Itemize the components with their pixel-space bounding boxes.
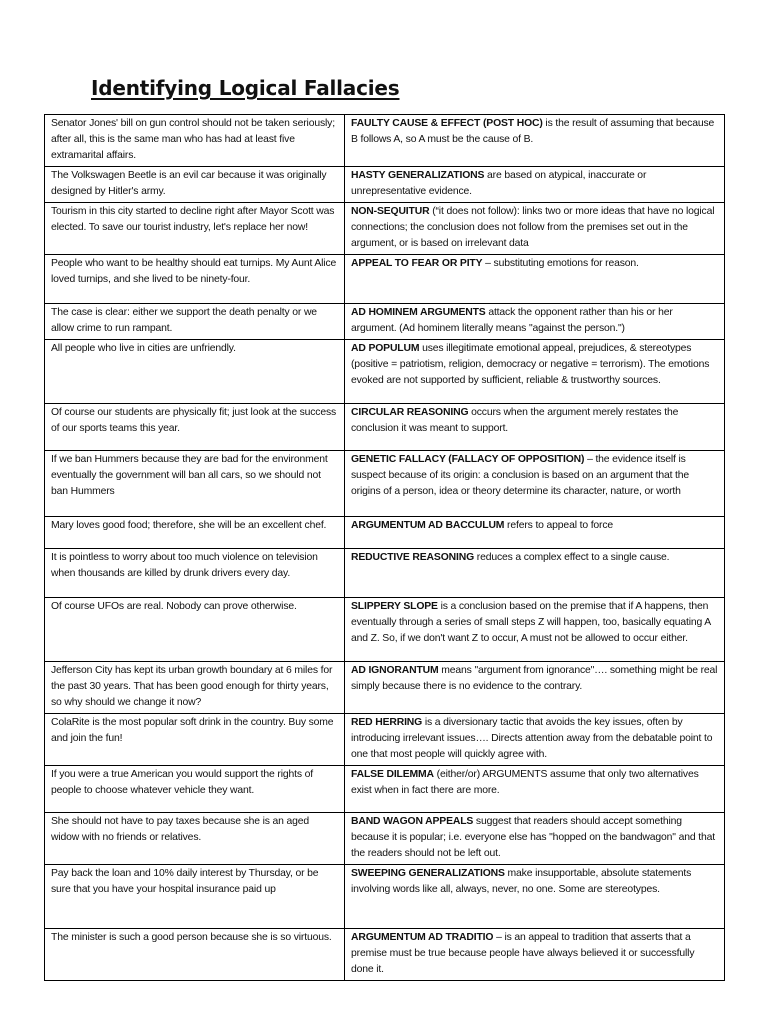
definition-cell bbox=[345, 929, 725, 981]
definition-cell bbox=[345, 598, 725, 662]
fallacy-term: GENETIC FALLACY (FALLACY OF OPPOSITION) bbox=[351, 454, 585, 465]
example-cell: If you were a true American you would support the rights of people to choose whatever vehicle they want. bbox=[45, 766, 345, 813]
fallacy-term: APPEAL TO FEAR OR PITY bbox=[351, 258, 483, 269]
fallacy-description: refers to appeal to force bbox=[504, 520, 614, 531]
fallacy-description: – the evidence itself is suspect because of its origin: a conclusion is based on an argument that the origins of a person, idea or theory determine its character, nature, or worth bbox=[351, 454, 690, 497]
table-row bbox=[45, 167, 725, 203]
table-row bbox=[45, 404, 725, 451]
example-cell: People who want to be healthy should eat turnips. My Aunt Alice loved turnips, and she lived to be ninety-four. bbox=[45, 255, 345, 304]
fallacy-term: CIRCULAR REASONING bbox=[351, 407, 469, 418]
definition-cell bbox=[345, 203, 725, 255]
example-cell: The case is clear: either we support the death penalty or we allow crime to run rampant. bbox=[45, 304, 345, 340]
definition-cell bbox=[345, 404, 725, 451]
fallacy-description: – substituting emotions for reason. bbox=[482, 258, 639, 269]
definition-cell bbox=[345, 167, 725, 203]
fallacy-description: is a conclusion based on the premise that if A happens, then eventually through a series of small steps Z will happen, too, basically equating A and Z. So, if we don't want Z to occur, A must not be allowed to occur either. bbox=[351, 601, 711, 644]
fallacy-description: are based on atypical, inaccurate or unrepresentative evidence. bbox=[351, 170, 647, 197]
definition-cell bbox=[345, 451, 725, 517]
fallacy-term: FALSE DILEMMA bbox=[351, 769, 434, 780]
table-row bbox=[45, 929, 725, 981]
table-row bbox=[45, 714, 725, 766]
fallacy-description: attack the opponent rather than his or her argument. (Ad hominem literally means "against the person.") bbox=[351, 307, 673, 334]
fallacy-term: REDUCTIVE REASONING bbox=[351, 552, 475, 563]
definition-cell bbox=[345, 115, 725, 167]
table-row bbox=[45, 598, 725, 662]
fallacies-table bbox=[44, 114, 725, 981]
fallacy-term: BAND WAGON APPEALS bbox=[351, 816, 474, 827]
example-cell: Tourism in this city started to decline right after Mayor Scott was elected. To save our tourist industry, let's replace her now! bbox=[45, 203, 345, 255]
table-row bbox=[45, 255, 725, 304]
definition-cell bbox=[345, 549, 725, 598]
example-cell: Jefferson City has kept its urban growth boundary at 6 miles for the past 30 years. That has been good enough for thirty years, so why should we change it now? bbox=[45, 662, 345, 714]
table-row bbox=[45, 813, 725, 865]
example-cell: Mary loves good food; therefore, she will be an excellent chef. bbox=[45, 517, 345, 549]
table-row bbox=[45, 517, 725, 549]
definition-cell bbox=[345, 714, 725, 766]
example-cell: Pay back the loan and 10% daily interest by Thursday, or be sure that you have your hospital insurance paid up bbox=[45, 865, 345, 929]
example-cell: ColaRite is the most popular soft drink in the country. Buy some and join the fun! bbox=[45, 714, 345, 766]
example-cell: Senator Jones' bill on gun control should not be taken seriously; after all, this is the same man who has had at least five extramarital affairs. bbox=[45, 115, 345, 167]
definition-cell bbox=[345, 255, 725, 304]
definition-cell bbox=[345, 662, 725, 714]
example-cell: She should not have to pay taxes because she is an aged widow with no friends or relatives. bbox=[45, 813, 345, 865]
table-row bbox=[45, 115, 725, 167]
definition-cell bbox=[345, 813, 725, 865]
fallacy-description: uses illegitimate emotional appeal, prejudices, & stereotypes (positive = patriotism, religion, democracy or negative = terrorism). The emotions evoked are not supported by sufficient, reliable & trustworthy sources. bbox=[351, 343, 710, 386]
fallacy-term: SLIPPERY SLOPE bbox=[351, 601, 438, 612]
fallacy-description: is a diversionary tactic that avoids the key issues, often by introducing irrelevant issues…. Directs attention away from the debatable point to one that most people will quickly agree with. bbox=[351, 717, 713, 760]
definition-cell bbox=[345, 517, 725, 549]
fallacy-description: (“it does not follow): links two or more ideas that have no logical connections; the conclusion does not follow from the premises set out in the argument, or is based on irrelevant data bbox=[351, 206, 715, 249]
definition-cell bbox=[345, 865, 725, 929]
fallacy-term: HASTY GENERALIZATIONS bbox=[351, 170, 485, 181]
table-row bbox=[45, 340, 725, 404]
table-row bbox=[45, 304, 725, 340]
example-cell: Of course UFOs are real. Nobody can prove otherwise. bbox=[45, 598, 345, 662]
fallacy-description: (either/or) ARGUMENTS assume that only two alternatives exist when in fact there are more. bbox=[351, 769, 699, 796]
table-row bbox=[45, 766, 725, 813]
fallacy-description: occurs when the argument merely restates the conclusion it was meant to support. bbox=[351, 407, 679, 434]
fallacy-description: suggest that readers should accept something because it is popular; i.e. everyone else has "hopped on the bandwagon" and that the readers should not be left out. bbox=[351, 816, 715, 859]
page-title: Identifying Logical Fallacies bbox=[91, 76, 400, 100]
fallacy-description: reduces a complex effect to a single cause. bbox=[474, 552, 670, 563]
fallacy-term: AD HOMINEM ARGUMENTS bbox=[351, 307, 486, 318]
fallacy-description: make insupportable, absolute statements involving words like all, always, never, no one. Some are stereotypes. bbox=[351, 868, 692, 895]
example-cell: All people who live in cities are unfriendly. bbox=[45, 340, 345, 404]
example-cell: The Volkswagen Beetle is an evil car because it was originally designed by Hitler's army. bbox=[45, 167, 345, 203]
example-cell: The minister is such a good person because she is so virtuous. bbox=[45, 929, 345, 981]
fallacy-description: – is an appeal to tradition that asserts that a premise must be true because people have always believed it or successfully done it. bbox=[351, 932, 695, 975]
fallacy-term: FAULTY CAUSE & EFFECT (POST HOC) bbox=[351, 118, 543, 129]
fallacy-term: NON-SEQUITUR bbox=[351, 206, 430, 217]
example-cell: Of course our students are physically fit; just look at the success of our sports teams this year. bbox=[45, 404, 345, 451]
table-row bbox=[45, 451, 725, 517]
example-cell: If we ban Hummers because they are bad for the environment eventually the government will ban all cars, so we should not ban Hummers bbox=[45, 451, 345, 517]
table-row bbox=[45, 662, 725, 714]
fallacy-term: ARGUMENTUM AD BACCULUM bbox=[351, 520, 505, 531]
definition-cell bbox=[345, 340, 725, 404]
fallacy-description: means "argument from ignorance"…. something might be real simply because there is no evidence to the contrary. bbox=[351, 665, 718, 692]
fallacy-term: ARGUMENTUM AD TRADITIO bbox=[351, 932, 494, 943]
definition-cell bbox=[345, 766, 725, 813]
table-row bbox=[45, 203, 725, 255]
table-row bbox=[45, 549, 725, 598]
fallacy-term: SWEEPING GENERALIZATIONS bbox=[351, 868, 505, 879]
example-cell: It is pointless to worry about too much violence on television when thousands are killed by drunk drivers every day. bbox=[45, 549, 345, 598]
fallacy-term: AD IGNORANTUM bbox=[351, 665, 439, 676]
definition-cell bbox=[345, 304, 725, 340]
table-row bbox=[45, 865, 725, 929]
fallacy-description: is the result of assuming that because B follows A, so A must be the cause of B. bbox=[351, 118, 715, 145]
fallacy-term: AD POPULUM bbox=[351, 343, 420, 354]
fallacy-term: RED HERRING bbox=[351, 717, 423, 728]
